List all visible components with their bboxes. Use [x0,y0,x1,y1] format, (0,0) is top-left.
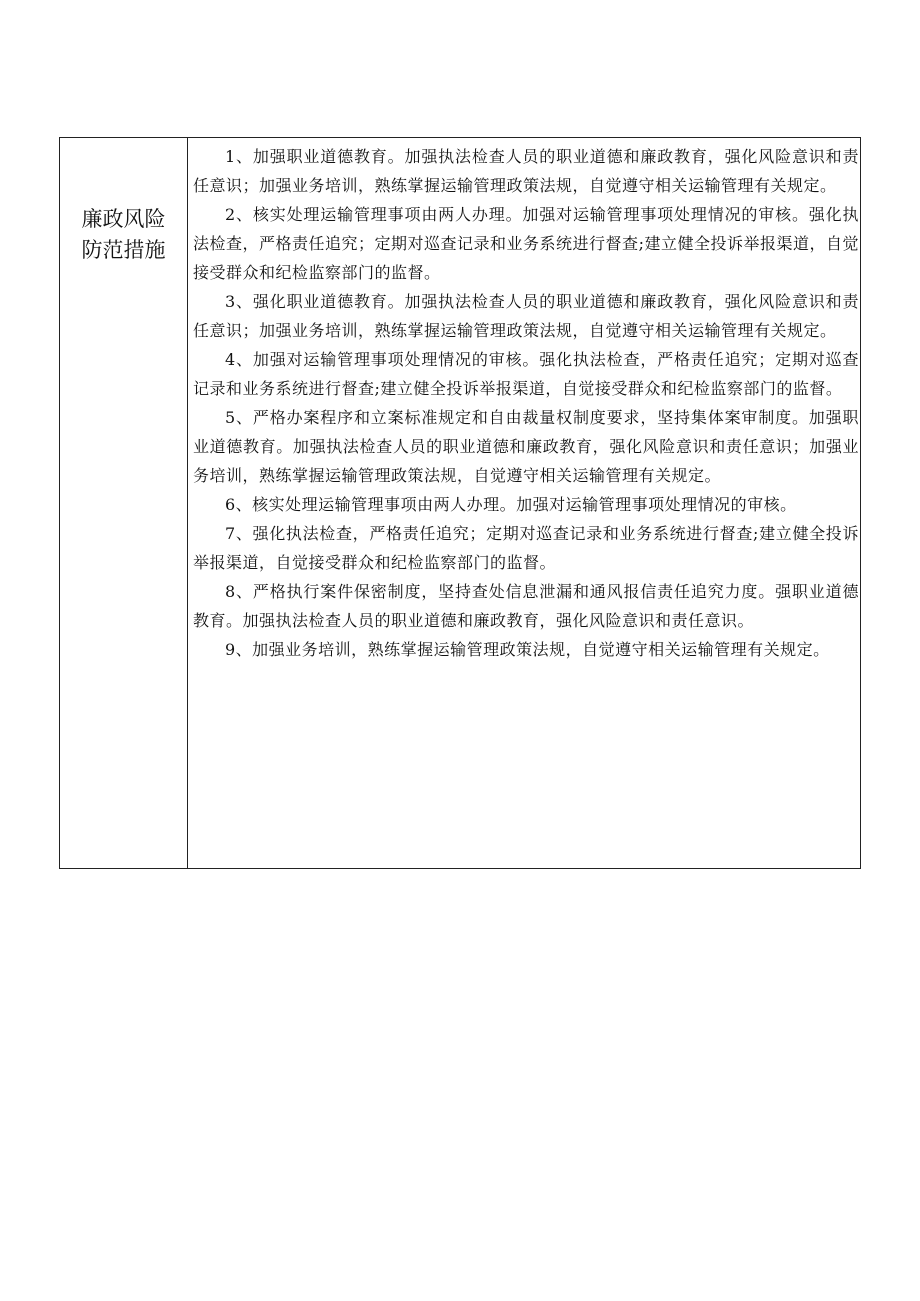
measure-item-4: 4、加强对运输管理事项处理情况的审核。强化执法检查，严格责任追究；定期对巡查记录和业务系统进行督查;建立健全投诉举报渠道，自觉接受群众和纪检监察部门的监督。 [193,350,859,398]
measure-item-3: 3、强化职业道德教育。加强执法检查人员的职业道德和廉政教育，强化风险意识和责任意识；加强业务培训，熟练掌握运输管理政策法规，自觉遵守相关运输管理有关规定。 [193,292,859,340]
measure-item-1: 1、加强职业道德教育。加强执法检查人员的职业道德和廉政教育，强化风险意识和责任意识；加强业务培训，熟练掌握运输管理政策法规，自觉遵守相关运输管理有关规定。 [193,147,859,195]
label-cell [60,138,188,868]
measure-item-6: 6、核实处理运输管理事项由两人办理。加强对运输管理事项处理情况的审核。 [225,495,797,514]
section-label: 廉政风险防范措施 [81,207,166,262]
measure-item-9: 9、加强业务培训，熟练掌握运输管理政策法规，自觉遵守相关运输管理有关规定。 [225,640,830,659]
measure-item-8: 8、严格执行案件保密制度，坚持查处信息泄漏和通风报信责任追究力度。强职业道德教育。加强执法检查人员的职业道德和廉政教育，强化风险意识和责任意识。 [193,582,859,630]
measure-item-2: 2、核实处理运输管理事项由两人办理。加强对运输管理事项处理情况的审核。强化执法检查，严格责任追究；定期对巡查记录和业务系统进行督查;建立健全投诉举报渠道，自觉接受群众和纪检监察部门的监督。 [193,205,859,282]
measure-item-5: 5、严格办案程序和立案标准规定和自由裁量权制度要求，坚持集体案审制度。加强职业道德教育。加强执法检查人员的职业道德和廉政教育，强化风险意识和责任意识；加强业务培训，熟练掌握运输管理政策法规，自觉遵守相关运输管理有关规定。 [193,408,859,485]
measure-item-7: 7、强化执法检查，严格责任追究；定期对巡查记录和业务系统进行督查;建立健全投诉举报渠道，自觉接受群众和纪检监察部门的监督。 [193,524,859,572]
content-cell [188,138,860,868]
measures-table [59,137,861,869]
